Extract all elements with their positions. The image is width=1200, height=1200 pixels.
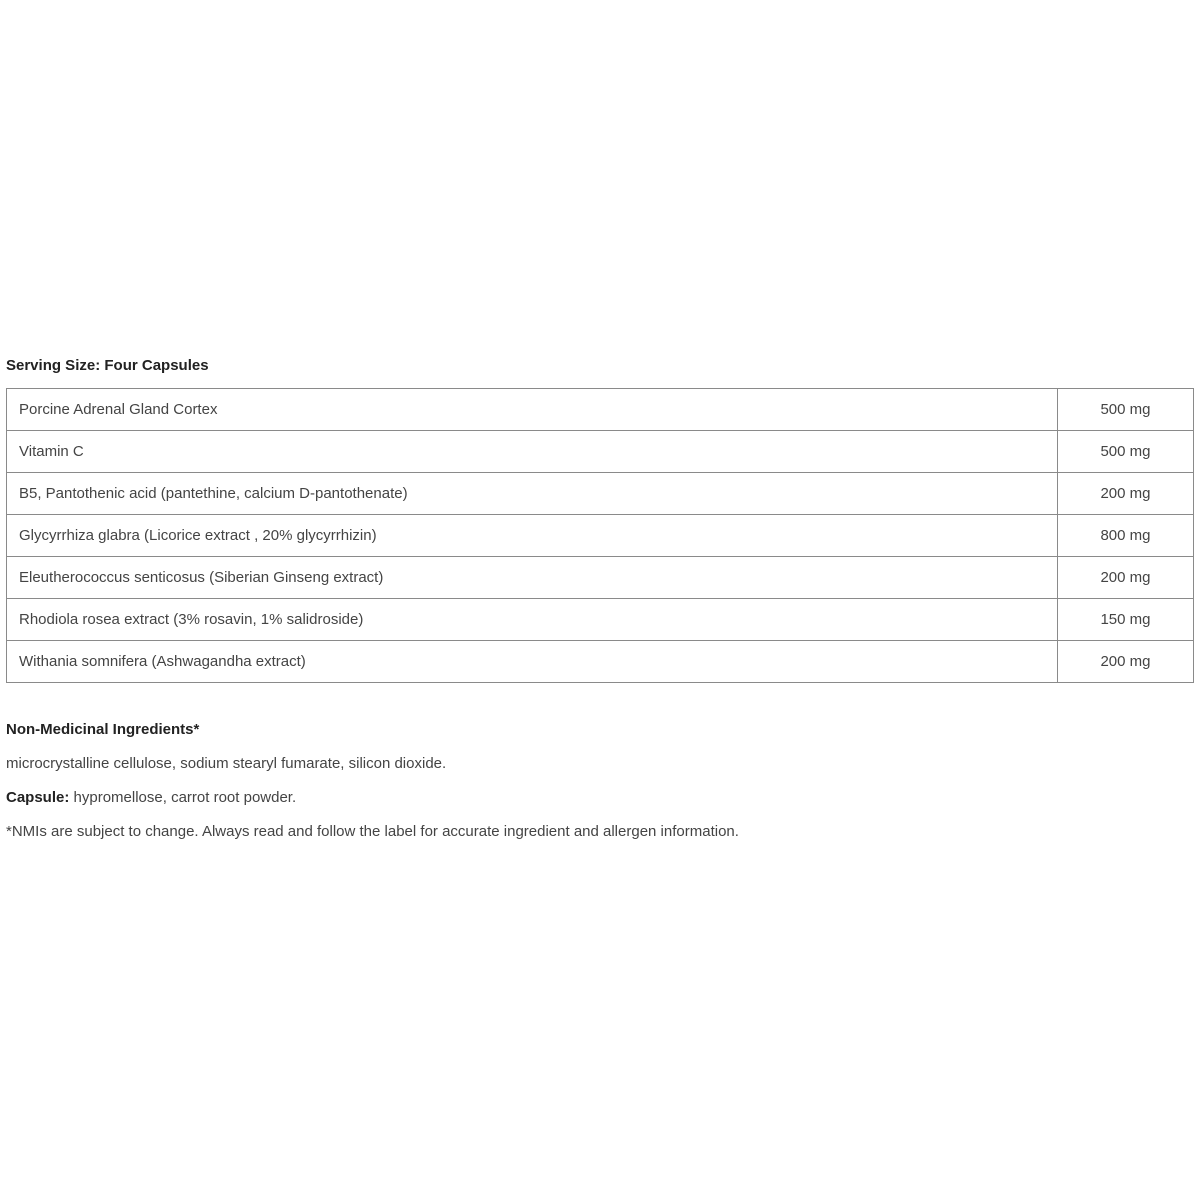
ingredient-amount: 200 mg xyxy=(1058,641,1194,683)
ingredient-amount: 200 mg xyxy=(1058,473,1194,515)
capsule-text: hypromellose, carrot root powder. xyxy=(69,789,297,806)
table-row xyxy=(7,515,1194,557)
ingredient-name: Porcine Adrenal Gland Cortex xyxy=(7,389,1058,431)
ingredient-name: Eleutherococcus senticosus (Siberian Ginseng extract) xyxy=(7,557,1058,599)
table-row xyxy=(7,599,1194,641)
table-row xyxy=(7,431,1194,473)
ingredient-name: Rhodiola rosea extract (3% rosavin, 1% salidroside) xyxy=(7,599,1058,641)
ingredient-name: B5, Pantothenic acid (pantethine, calcium D-pantothenate) xyxy=(7,473,1058,515)
non-medicinal-heading: Non-Medicinal Ingredients* xyxy=(6,721,200,738)
capsule-line xyxy=(6,787,1194,809)
non-medicinal-list: microcrystalline cellulose, sodium stearyl fumarate, silicon dioxide. xyxy=(6,755,447,772)
table-row xyxy=(7,641,1194,683)
capsule-label: Capsule: xyxy=(6,789,70,806)
serving-size: Serving Size: Four Capsules xyxy=(6,357,209,374)
ingredient-amount: 500 mg xyxy=(1058,389,1194,431)
ingredients-table xyxy=(6,388,1194,683)
ingredient-name: Withania somnifera (Ashwagandha extract) xyxy=(7,641,1058,683)
ingredient-name: Glycyrrhiza glabra (Licorice extract , 20% glycyrrhizin) xyxy=(7,515,1058,557)
ingredient-name: Vitamin C xyxy=(7,431,1058,473)
ingredient-amount: 500 mg xyxy=(1058,431,1194,473)
supplement-facts xyxy=(6,352,1194,843)
table-row xyxy=(7,389,1194,431)
ingredient-amount: 150 mg xyxy=(1058,599,1194,641)
table-row xyxy=(7,557,1194,599)
ingredient-amount: 200 mg xyxy=(1058,557,1194,599)
table-row xyxy=(7,473,1194,515)
ingredient-amount: 800 mg xyxy=(1058,515,1194,557)
nmi-disclaimer: *NMIs are subject to change. Always read and follow the label for accurate ingredient and allergen information. xyxy=(6,823,739,840)
